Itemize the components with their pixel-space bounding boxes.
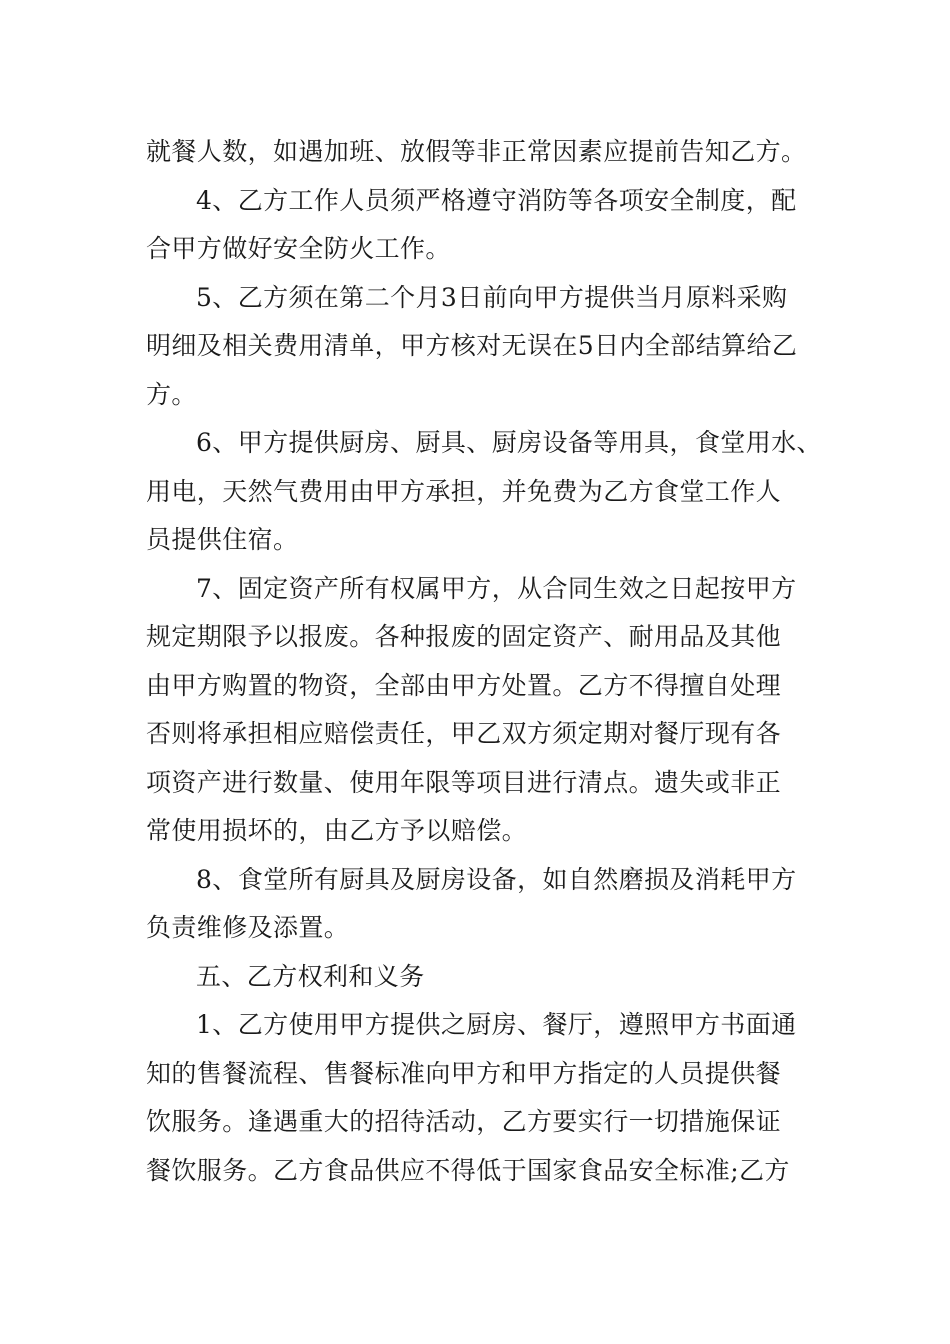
text-line: 6、甲方提供厨房、厨具、厨房设备等用具，食堂用水、 — [196, 428, 822, 457]
text-line: 合甲方做好安全防火工作。 — [146, 234, 451, 263]
text-line: 明细及相关费用清单，甲方核对无误在5日内全部结算给乙 — [146, 331, 798, 360]
text-line: 5、乙方须在第二个月3日前向甲方提供当月原料采购 — [196, 282, 788, 312]
text-line: 饮服务。逢遇重大的招待活动，乙方要实行一切措施保证 — [146, 1107, 782, 1136]
text-line: 用电，天然气费用由甲方承担，并免费为乙方食堂工作人 — [146, 476, 782, 506]
text-line: 4、乙方工作人员须严格遵守消防等各项安全制度，配 — [196, 185, 797, 215]
text-line: 知的售餐流程、售餐标准向甲方和甲方指定的人员提供餐 — [146, 1058, 782, 1088]
text-line: 项资产进行数量、使用年限等项目进行清点。遗失或非正 — [146, 767, 782, 797]
text-line: 否则将承担相应赔偿责任，甲乙双方须定期对餐厅现有各 — [146, 719, 782, 748]
text-line: 负责维修及添置。 — [146, 913, 350, 942]
text-line: 1、乙方使用甲方提供之厨房、餐厅，遵照甲方书面通 — [196, 1010, 797, 1039]
text-line: 7、固定资产所有权属甲方，从合同生效之日起按甲方 — [196, 573, 797, 603]
text-line: 规定期限予以报废。各种报废的固定资产、耐用品及其他 — [146, 622, 782, 651]
text-line: 就餐人数，如遇加班、放假等非正常因素应提前告知乙方。 — [146, 137, 807, 166]
text-line: 员提供住宿。 — [146, 525, 299, 554]
text-line: 常使用损坏的，由乙方予以赔偿。 — [146, 816, 528, 845]
text-line: 由甲方购置的物资，全部由甲方处置。乙方不得擅自处理 — [146, 670, 782, 700]
text-line: 五、乙方权利和义务 — [196, 961, 425, 991]
text-line: 方。 — [146, 379, 197, 409]
document-body — [146, 128, 822, 1195]
text-line: 8、食堂所有厨具及厨房设备，如自然磨损及消耗甲方 — [196, 864, 797, 894]
text-line: 餐饮服务。乙方食品供应不得低于国家食品安全标准;乙方 — [146, 1155, 790, 1185]
